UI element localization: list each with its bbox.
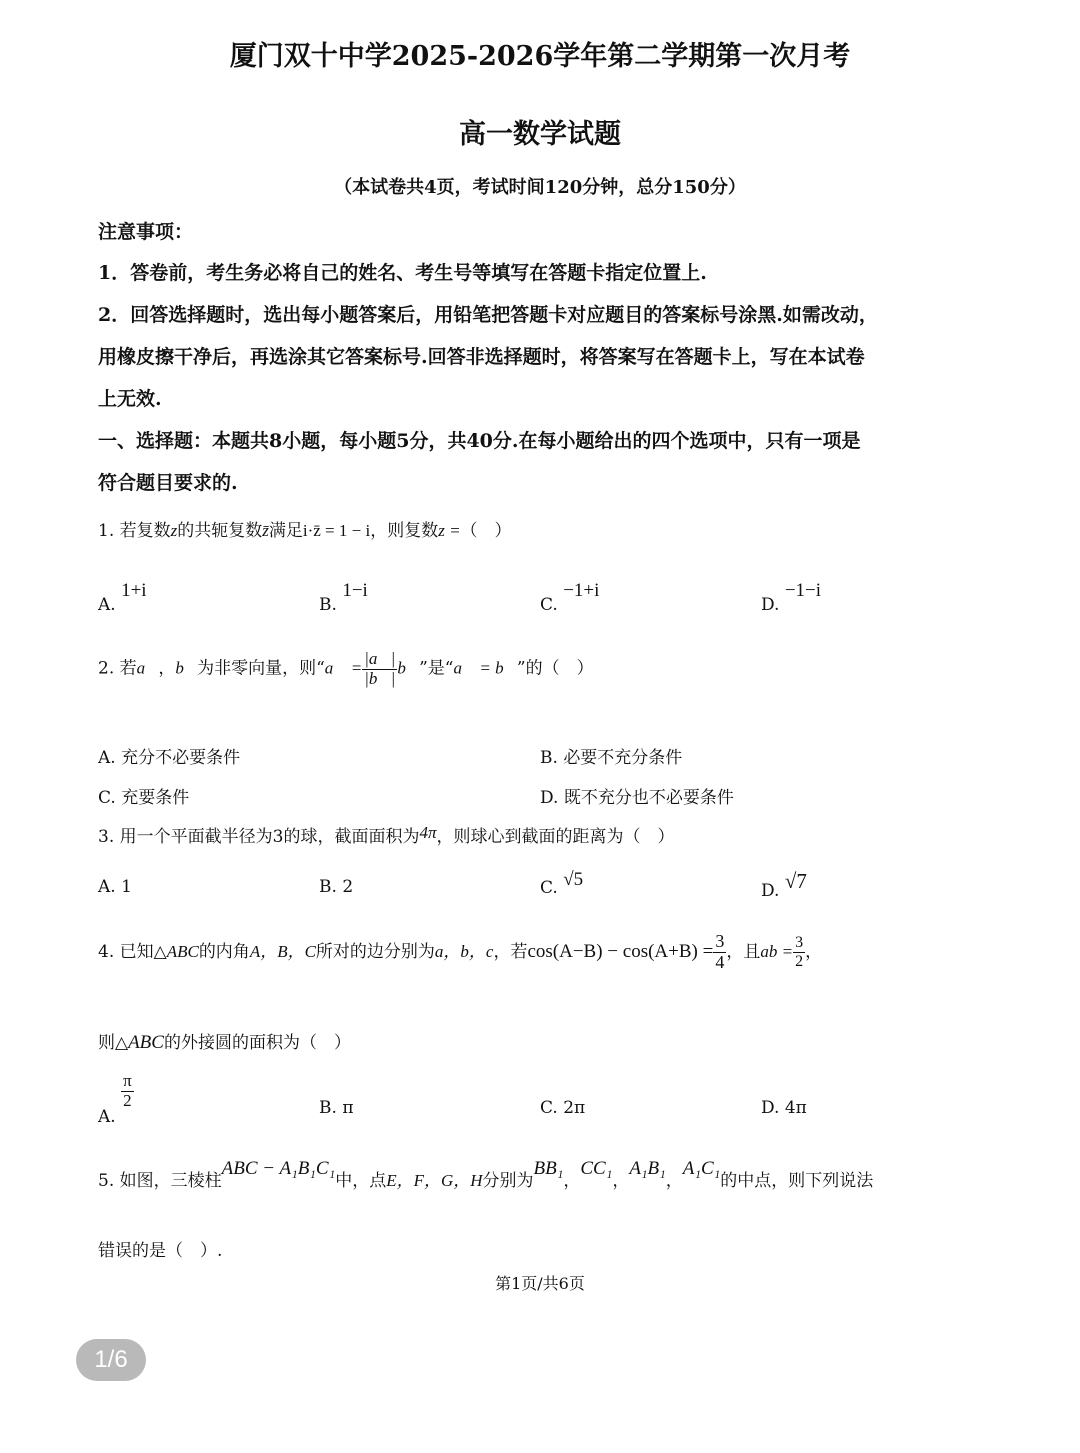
option-label: B. (540, 748, 558, 768)
option-value: π (342, 1098, 354, 1118)
option-label: D. (761, 1098, 780, 1118)
q5-text: 分别为 (482, 1171, 534, 1191)
q5-text: 中，点 (335, 1171, 387, 1191)
q2-text: 为非零向量，则“ (197, 658, 325, 679)
q1-equation: i·z̄ = 1 − i (302, 521, 371, 540)
option-value: 既不充分也不必要条件 (563, 788, 734, 808)
option-label: C. (540, 1098, 558, 1118)
q1-text: ，则复数 (370, 521, 439, 541)
q4-expression: cos(A−B) − cos(A+B) = (527, 940, 714, 962)
option-value-fraction (121, 1072, 134, 1110)
q2-vector-b: b⃗ (175, 658, 198, 678)
option-label: C. (540, 878, 558, 898)
option-label: D. (761, 595, 780, 615)
option-value: 1−i (342, 580, 368, 601)
q4-option-d[interactable] (761, 1098, 807, 1118)
q3-option-b[interactable] (319, 877, 353, 897)
option-value: 1 (121, 877, 132, 897)
q1-text: 满足 (268, 521, 303, 541)
q4-text: ，且 (726, 941, 761, 962)
q2-option-d[interactable] (540, 783, 734, 808)
section-heading-cont: 符合题目要求的. (98, 472, 238, 494)
q2-fraction (362, 650, 397, 688)
q4-frac-den: 2 (795, 952, 804, 970)
q2-option-c[interactable] (98, 783, 189, 808)
q4-fraction-2 (793, 934, 805, 970)
q4-fraction-1 (713, 932, 726, 973)
q2-text: ， (158, 658, 176, 679)
option-label: A. (98, 595, 116, 615)
option-label: D. (761, 881, 780, 901)
q3-text: ，则球心到截面的距离为（ ） (436, 827, 675, 847)
question-2 (98, 650, 594, 688)
q4-text: 的外接圆的面积为（ ） (163, 1033, 351, 1053)
q4-text: ，若 (493, 941, 528, 962)
q4-sides: a，b，c (434, 941, 494, 961)
option-value: 必要不充分条件 (563, 748, 683, 768)
q4-option-c[interactable] (540, 1098, 585, 1118)
q1-option-b[interactable] (319, 580, 368, 616)
q3-option-c[interactable] (540, 869, 584, 899)
q1-var-zbar: z̄ (262, 521, 269, 540)
option-label: C. (98, 788, 116, 808)
option-value: √5 (563, 869, 584, 890)
option-label: B. (319, 1098, 337, 1118)
q4-triangle: ABC (128, 1032, 164, 1053)
note-line: 2．回答选择题时，选出每小题答案后，用铅笔把答题卡对应题目的答案标号涂黑.如需改动， (98, 304, 878, 326)
option-value: 充要条件 (121, 788, 190, 808)
q4-text: ， (805, 941, 823, 962)
q2-option-b[interactable] (540, 743, 682, 768)
q1-option-d[interactable] (761, 580, 822, 616)
q5-prism: ABC − A₁B₁C₁ (221, 1158, 336, 1179)
option-value: 2 (342, 877, 354, 897)
q5-text: 5. 如图，三棱柱 (98, 1171, 222, 1191)
option-value: 充分不必要条件 (121, 748, 241, 768)
option-value: −1−i (784, 580, 822, 601)
question-4-cont (98, 1028, 351, 1054)
option-value: 2π (563, 1098, 586, 1118)
option-frac-den: 2 (123, 1090, 132, 1110)
q1-unknown: z = (438, 521, 461, 540)
q5-text: 的中点，则下列说法 (720, 1171, 874, 1191)
q3-text: 3. 用一个平面截半径为3的球，截面面积为 (98, 827, 420, 847)
q4-frac-num: 3 (795, 934, 804, 952)
q5-text: ， (612, 1171, 630, 1191)
page-indicator-badge: 1/6 (76, 1339, 146, 1381)
q3-option-d[interactable] (761, 869, 807, 902)
q1-text: 的共轭复数 (177, 521, 263, 541)
q2-text: ”是“ (419, 658, 454, 679)
option-label: D. (540, 788, 559, 808)
q5-edge: A₁B₁ (629, 1158, 666, 1179)
note-line: 用橡皮擦干净后，再选涂其它答案标号.回答非选择题时，将答案写在答题卡上，写在本试卷 (98, 346, 865, 368)
note-line: 1．答卷前，考生务必将自己的姓名、考生号等填写在答题卡指定位置上. (98, 262, 707, 284)
q2-frac-num: |a⃗| (364, 649, 396, 668)
q5-text: ， (563, 1171, 581, 1191)
option-frac-num: π (123, 1071, 132, 1090)
q4-text: 则△ (98, 1033, 129, 1053)
q4-text: 所对的边分别为 (315, 941, 435, 962)
option-value: −1+i (563, 580, 600, 601)
q4-triangle: ABC (166, 941, 199, 961)
q2-vector-a: a⃗ (136, 658, 159, 678)
question-1 (98, 516, 512, 541)
q2-text: ”的（ ） (516, 658, 594, 679)
option-label: A. (98, 748, 116, 768)
q3-option-a[interactable] (98, 877, 132, 897)
q1-option-a[interactable] (98, 580, 147, 616)
option-label: A. (98, 877, 116, 897)
q5-points: E，F，G，H (386, 1171, 483, 1190)
q4-option-a[interactable] (98, 1071, 134, 1127)
question-5-cont: 错误的是（ ）. (98, 1241, 223, 1261)
q4-text: 4. 已知△ (98, 941, 167, 962)
q4-text: 的内角 (198, 941, 250, 962)
q2-rhs: b⃗ (397, 658, 420, 678)
q1-blank: （ ） (460, 521, 512, 541)
option-label: C. (540, 595, 558, 615)
option-value: √7 (784, 869, 807, 893)
q5-edge: A₁C₁ (682, 1158, 721, 1179)
q2-equality: a⃗ = b⃗ (453, 658, 517, 678)
q1-var-z: z (170, 521, 178, 540)
option-label: A. (98, 1106, 116, 1127)
notes-heading: 注意事项： (98, 221, 194, 243)
q2-frac-den: |b⃗| (364, 668, 396, 688)
option-label: B. (319, 877, 337, 897)
page-footer: 第1页/共6页 (495, 1274, 585, 1293)
q4-ab: ab = (760, 941, 794, 961)
q4-frac-den: 4 (715, 951, 725, 972)
q1-option-c[interactable] (540, 580, 600, 616)
exam-title: 厦门双十中学2025-2026学年第二学期第一次月考 (229, 41, 851, 72)
q2-option-a[interactable] (98, 743, 240, 768)
q4-option-b[interactable] (319, 1098, 354, 1118)
note-line: 上无效. (98, 388, 162, 410)
option-value: 4π (784, 1098, 807, 1118)
q1-text: 1. 若复数 (98, 521, 171, 541)
question-4 (98, 932, 822, 973)
q2-text: 2. 若 (98, 658, 137, 679)
section-heading: 一、选择题：本题共8小题，每小题5分，共40分.在每小题给出的四个选项中，只有一项是 (98, 430, 861, 452)
subject-title: 高一数学试题 (459, 119, 621, 150)
q4-frac-num: 3 (715, 931, 725, 951)
q5-edge: BB₁ (533, 1158, 564, 1179)
q4-angles: A，B，C (249, 941, 316, 961)
q3-area: 4π (419, 823, 437, 842)
q5-text: ， (665, 1171, 683, 1191)
option-label: B. (319, 595, 337, 615)
q2-lhs: a⃗ = (324, 658, 363, 678)
exam-info: （本试卷共4页，考试时间120分钟，总分150分） (334, 177, 746, 198)
q5-edge: CC₁ (580, 1158, 613, 1179)
question-3 (98, 822, 674, 847)
question-5 (98, 1158, 874, 1192)
option-value: 1+i (121, 580, 147, 601)
